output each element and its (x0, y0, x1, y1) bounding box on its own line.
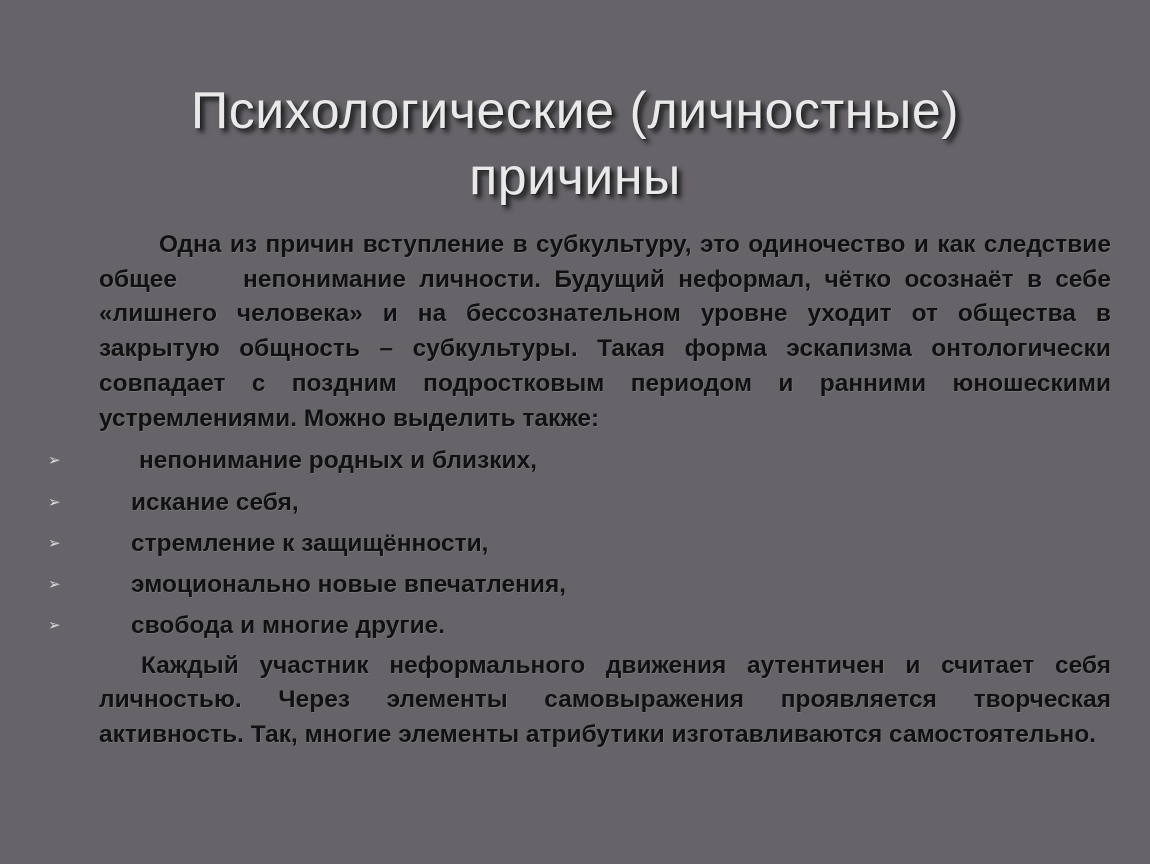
reasons-list (48, 440, 1111, 646)
intro-paragraph-part-1: Одна из причин вступление в субкультуру, это одиночество и как следствие общее (99, 231, 1111, 293)
intro-paragraph-indent (99, 231, 159, 258)
list-item-text: стремление к защищённости, (131, 529, 489, 557)
slide-title (40, 78, 1110, 210)
slide-title-line-1: Психологические (личностные) (190, 82, 960, 140)
arrow-bullet-icon: ➢ (48, 617, 61, 635)
arrow-bullet-icon: ➢ (48, 452, 61, 470)
slide-body (48, 228, 1111, 753)
arrow-bullet-icon: ➢ (48, 534, 61, 552)
list-item-text: свобода и многие другие. (131, 612, 446, 640)
list-item (48, 482, 1111, 523)
arrow-bullet-icon: ➢ (48, 576, 61, 594)
list-item-text: искание себя, (131, 488, 299, 516)
list-item (48, 564, 1111, 605)
closing-paragraph-text: Каждый участник неформального движения аутентичен и считает себя личностью. Через элементы самовыражения проявляется творческая активность. Так, многие элементы атрибутики изготавливаются самостоятельно. (99, 651, 1111, 749)
closing-paragraph-indent (99, 652, 141, 679)
intro-paragraph (99, 228, 1111, 436)
list-item-text: непонимание родных и близких, (139, 447, 538, 475)
closing-paragraph (99, 649, 1111, 753)
arrow-bullet-icon: ➢ (48, 493, 61, 511)
list-item (48, 605, 1111, 646)
list-item (48, 523, 1111, 564)
intro-paragraph-part-2: непонимание личности. Будущий неформал, чётко осознаёт в себе «лишнего человека» и на бессознательном уровне уходит от общества в закрытую общность – субкультуры. Такая форма эскапизма онтологически совпадает с поздним подростковым периодом и ранними юношескими устремлениями. Можно выделить также: (99, 265, 1111, 432)
list-item (48, 440, 1111, 481)
list-item-text: эмоционально новые впечатления, (131, 571, 567, 599)
slide-title-line-2: причины (469, 148, 681, 206)
